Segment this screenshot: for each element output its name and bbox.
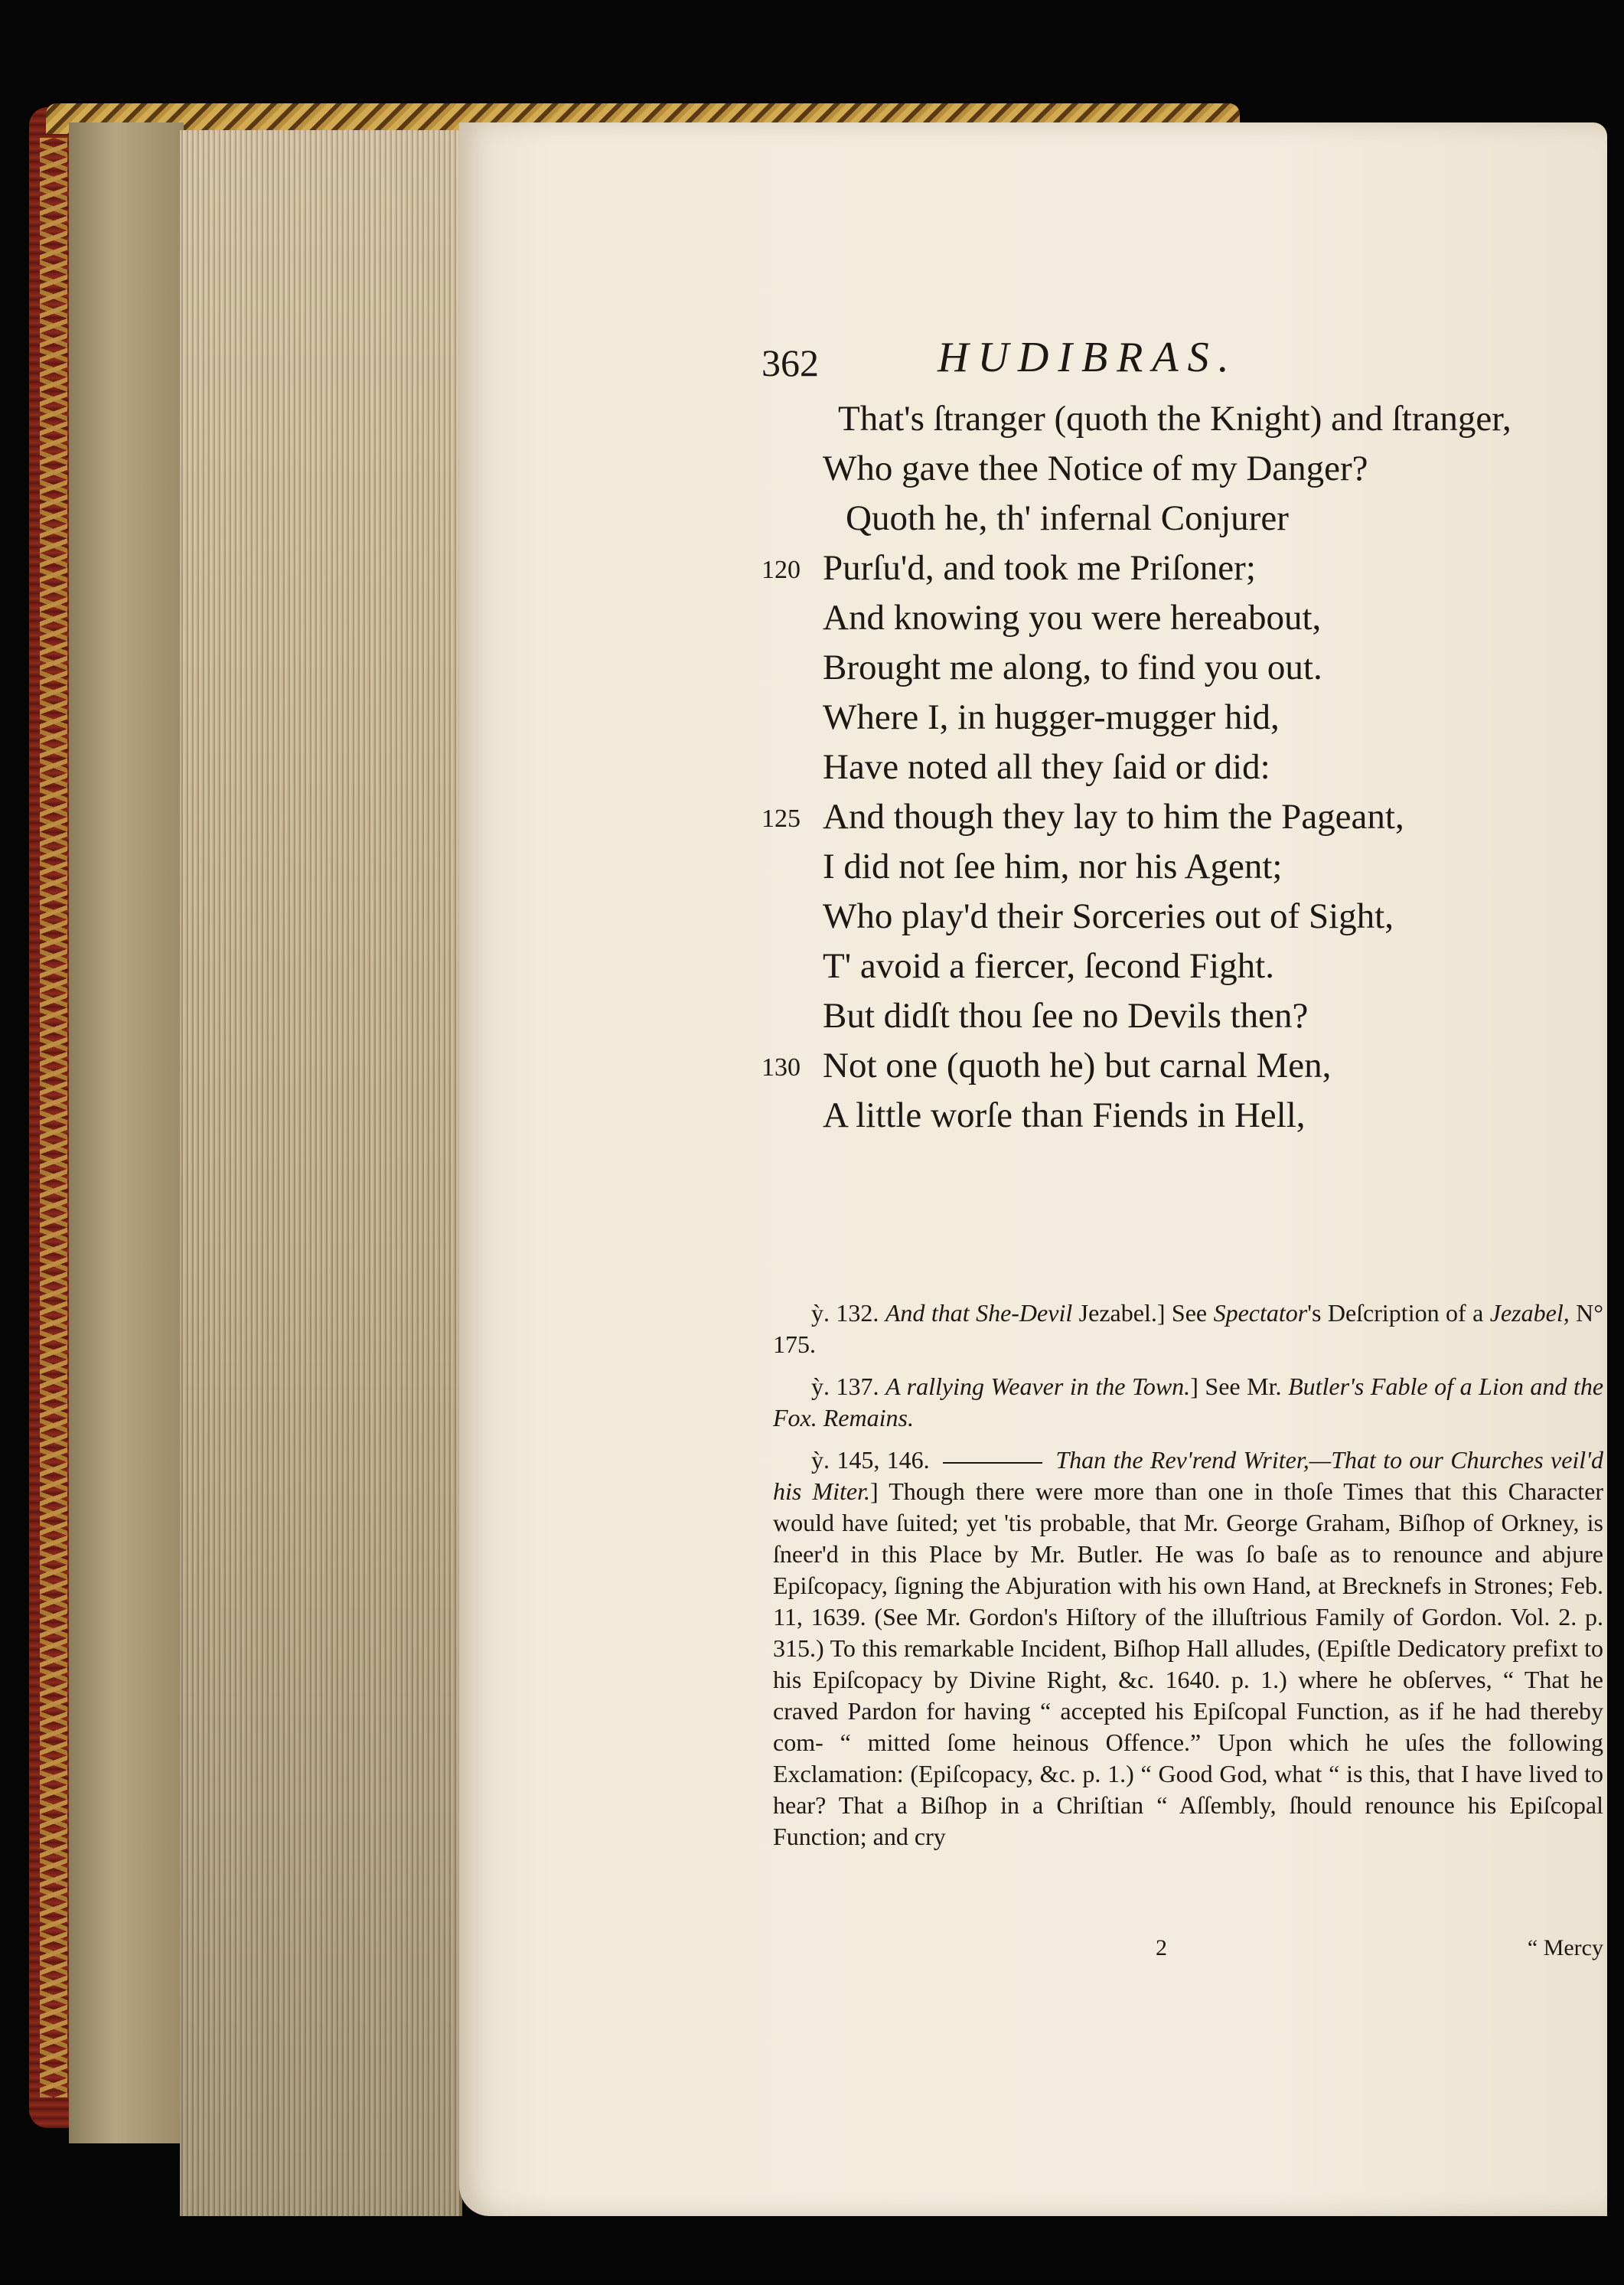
note-number: N° 175. (773, 1299, 1604, 1358)
note-text: 's Deſcription of a (1307, 1299, 1484, 1327)
line-text: And knowing you were hereabout, (823, 598, 1322, 638)
footnotes (773, 1298, 1603, 1863)
verse-line (761, 494, 1611, 544)
gilt-tooling (40, 138, 67, 2097)
footnote-132 (773, 1298, 1603, 1360)
note-source: Spectator (1213, 1299, 1308, 1327)
note-name: Jezabel, (1489, 1299, 1570, 1327)
running-head (761, 333, 1603, 402)
line-number: 120 (761, 556, 801, 584)
page-footer (773, 1935, 1603, 1966)
note-quote: Than the Rev'rend Writer,—That to our Churches veil'd his Miter. (773, 1446, 1604, 1505)
note-title: Fable of a Lion and the Fox. Remains. (773, 1373, 1604, 1431)
line-text: Purſu'd, and took me Priſoner; (823, 548, 1256, 588)
verse-line (761, 792, 1611, 842)
verse-line (761, 991, 1611, 1041)
verse-line (761, 643, 1611, 693)
verse-line (761, 942, 1611, 991)
line-text: Have noted all they ſaid or did: (823, 747, 1270, 787)
note-ref: ỳ. 137. (811, 1373, 879, 1400)
line-text: T' avoid a fiercer, ſecond Fight. (823, 946, 1274, 986)
footnote-145 (773, 1444, 1603, 1852)
verse-line (761, 593, 1611, 643)
verse-line (761, 394, 1611, 444)
line-text: Who play'd their Sorceries out of Sight, (823, 896, 1394, 936)
line-text: Who gave thee Notice of my Danger? (823, 449, 1368, 488)
verse-line (761, 892, 1611, 942)
line-text: But didſt thou ſee no Devils then? (823, 996, 1309, 1036)
line-text: Brought me along, to find you out. (823, 648, 1322, 687)
page-number: 362 (761, 341, 819, 384)
verse-block (761, 394, 1611, 1141)
line-text: That's ſtranger (quoth the Knight) and ſtranger, (838, 399, 1511, 439)
line-text: And though they lay to him the Pageant, (823, 797, 1404, 837)
verse-line (761, 743, 1611, 792)
note-quote: And that She-Devil (885, 1299, 1073, 1327)
note-author: Butler's (1288, 1373, 1365, 1400)
verse-line (761, 842, 1611, 892)
verse-line (761, 1041, 1611, 1091)
line-text: Not one (quoth he) but carnal Men, (823, 1046, 1332, 1085)
line-number: 130 (761, 1053, 801, 1082)
line-number: 125 (761, 805, 801, 833)
note-ref: ỳ. 145, 146. (811, 1446, 930, 1474)
dash-rule (943, 1462, 1042, 1464)
note-text: ] See Mr. (1190, 1373, 1282, 1400)
book-page (459, 122, 1607, 2216)
verse-line (761, 693, 1611, 743)
running-title: HUDIBRAS. (938, 334, 1238, 381)
line-text: A little worſe than Fiends in Hell, (823, 1095, 1306, 1135)
line-text: I did not ſee him, nor his Agent; (823, 847, 1283, 886)
footnote-137 (773, 1371, 1603, 1434)
catchword: “ Mercy (1527, 1935, 1603, 1960)
verse-line (761, 444, 1611, 494)
verse-line (761, 1091, 1611, 1141)
note-quote: A rallying Weaver in the Town. (885, 1373, 1191, 1400)
page-block-left (69, 122, 184, 2143)
note-text: Jezabel.] See (1078, 1299, 1208, 1327)
note-ref: ỳ. 132. (811, 1299, 879, 1327)
line-text: Quoth he, th' infernal Conjurer (846, 498, 1289, 538)
line-text: Where I, in hugger-mugger hid, (823, 697, 1280, 737)
page-edges (180, 130, 462, 2216)
note-text: ] Though there were more than one in thoſe Times that this Character would have ſuited; yet 'tis probable, that Mr. George Graham, Biſhop of Orkney, is ſneer'd in this Place by Mr. Butler. He was ſo baſe as to renounce and abjure Epiſcopacy, ſigning the Abjuration with his own Hand, at Brecknefs in Strones; Feb. 11, 1639. (See Mr. Gordon's Hiſtory of the illuſtrious Family of Gordon. Vol. 2. p. 315.) To this remarkable Incident, Biſhop Hall alludes, (Epiſtle Dedicatory prefixt to his Epiſcopacy by Divine Right, &c. 1640. p. 1.) where he obſerves, “ That he craved Pardon for having “ accepted his Epiſcopal Function, as if he had thereby com‑ “ mitted ſome heinous Offence.” Upon which he uſes the following Exclamation: (Epiſcopacy, &c. p. 1.) “ Good God, what “ is this, that I have lived to hear? That a Biſhop in a Chriſtian “ Aſſembly, ſhould renounce his Epiſcopal Function; and cry (773, 1477, 1604, 1850)
verse-line (761, 544, 1611, 593)
signature-mark: 2 (1156, 1935, 1167, 1960)
